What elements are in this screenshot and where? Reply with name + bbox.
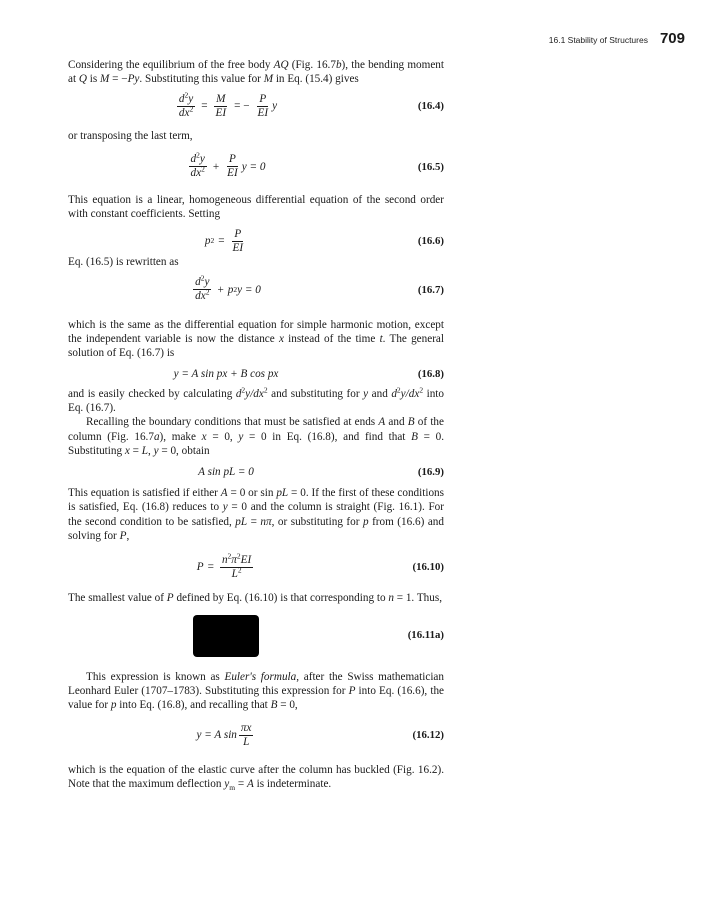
page-number: 709 <box>659 30 685 47</box>
equation-16-12: y = A sin $\frac{\pi x}{L}$ (16.12) <box>196 722 444 749</box>
equation-16-5: $\frac{d^2y}{dx^2}$ + $\frac{P}{EI}$ y = 0 (16.5) <box>190 150 444 180</box>
equation-number: (16.10) <box>412 561 444 574</box>
equation-number: (16.4) <box>417 100 444 113</box>
paragraph-8: This equation is satisfied if either A = 0 or sin pL = 0. If the first of these conditions is satisfied, Eq. (16.8) reduces to y = 0 and the column is straight (Fig. 16.1). For the second condition to be satisfied, pL = nπ, or substituting for p from (16.6) and solving for P, <box>68 487 444 543</box>
equation-16-8: y = A sin px + B cos px (16.8) <box>173 367 444 380</box>
equation-16-9: A sin pL = 0 (16.9) <box>198 466 444 478</box>
running-header <box>549 30 685 47</box>
equation-number: (16.5) <box>417 160 444 173</box>
equation-number: (16.9) <box>417 466 444 478</box>
equation-number: (16.8) <box>417 367 444 380</box>
paragraph-4: Eq. (16.5) is rewritten as <box>68 256 179 269</box>
paragraph-1: Considering the equilibrium of the free body AQ (Fig. 16.7b), the bending moment at Q is M = −Py. Substituting this value for M in Eq. (15.4) gives <box>68 59 444 86</box>
paragraph-11: which is the equation of the elastic curve after the column has buckled (Fig. 16.2). Note that the maximum deflection $y_m = A$ is indeterminate. <box>68 763 444 793</box>
equation-16-11a <box>68 606 444 666</box>
paragraph-10: This expression is known as Euler's formula, after the Swiss mathematician Leonhard Euler (1707–1783). Substituting this expression for P into Eq. (16.6), the value for p into Eq. (16.8), and recalling that B = 0, <box>68 670 444 712</box>
paragraph-2: or transposing the last term, <box>68 129 193 142</box>
equation-number: (16.6) <box>417 235 444 248</box>
equation-16-7: $\frac{d^2y}{dx^2}$ + p 2 y = 0 (16.7) <box>195 273 444 303</box>
page-body <box>68 58 444 791</box>
section-title: 16.1 Stability of Structures <box>548 35 648 45</box>
redacted-formula-block <box>193 615 259 657</box>
paragraph-9: The smallest value of P defined by Eq. (16.10) is that corresponding to n = 1. Thus, <box>68 592 442 605</box>
equation-16-4: $\frac{d^2y}{dx^2}$ = $\frac{M}{EI}$ = − $\frac{P}{EI}$ y (16.4) <box>178 90 444 120</box>
equation-number: (16.12) <box>412 729 444 742</box>
paragraph-3: This equation is a linear, homogeneous differential equation of the second order with constant coefficients. Setting <box>68 193 444 221</box>
paragraph-6: and is easily checked by calculating $d^2y/dx^2$ and substituting for y and $d^2y/dx^2$ into Eq. (16.7). <box>68 384 445 414</box>
equation-number: (16.7) <box>417 283 444 296</box>
equation-number: (16.11a) <box>407 629 444 642</box>
equation-16-6: p 2 = $\frac{P}{EI}$ (16.6) <box>204 227 444 254</box>
paragraph-7: Recalling the boundary conditions that must be satisfied at ends A and B of the column (Fig. 16.7a), make x = 0, y = 0 in Eq. (16.8), and find that B = 0. Substituting x = L, y = 0, obtain <box>68 416 445 457</box>
paragraph-5: which is the same as the differential equation for simple harmonic motion, except the independent variable is now the distance x instead of the time t. The general solution of Eq. (16.7) is <box>68 318 445 360</box>
equation-16-10: P = $\frac{n^2\pi^2EI}{L^2}$ (16.10) <box>196 551 444 580</box>
